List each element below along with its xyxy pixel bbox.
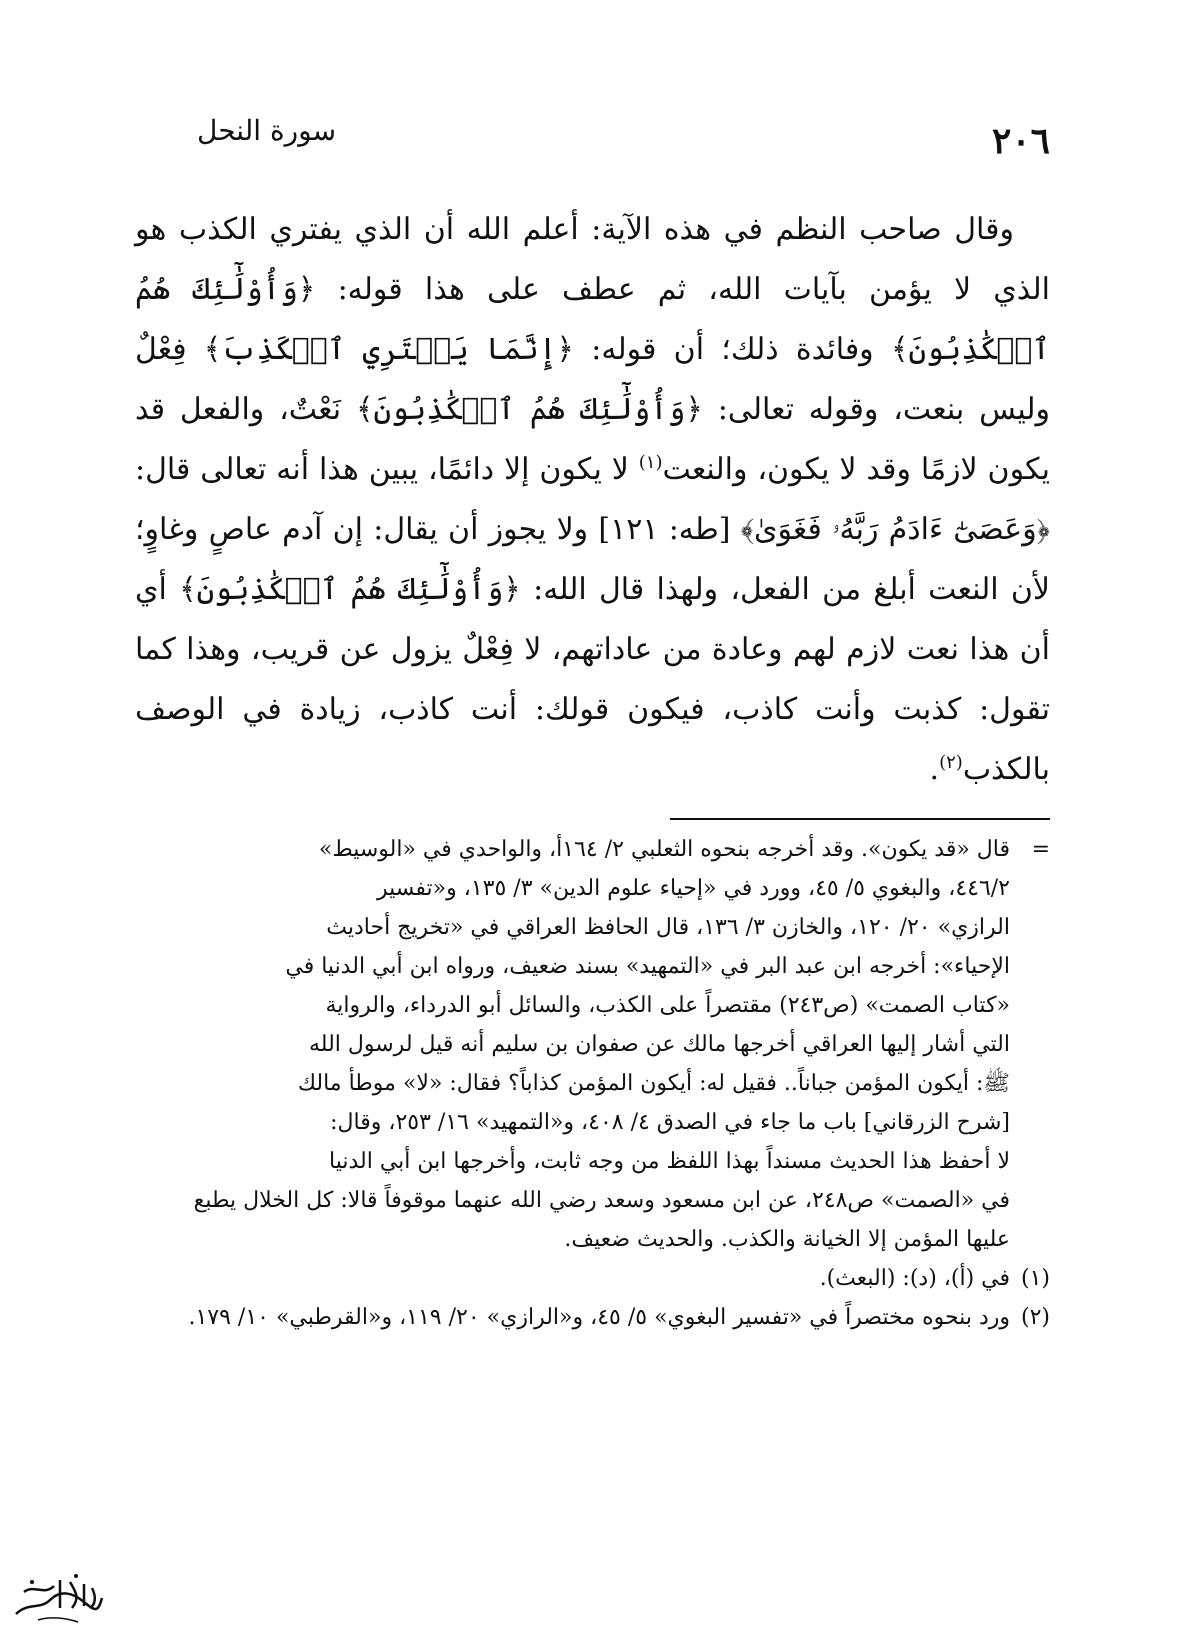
- text-segment: نَعْتٌ، والفعل قد يكون لازمًا وقد لا يكون، والنعت: [135, 392, 1050, 487]
- quran-verse: ﴿وَعَصَىٰٓ ءَادَمُ رَبَّهُۥ فَغَوَىٰ﴾: [740, 512, 1050, 547]
- footnote-continuation: [135, 830, 1050, 1259]
- footnote-line: الإحياء»: أخرجه ابن عبد البر في «التمهيد» بسند ضعيف، ورواه ابن أبي الدنيا في: [285, 954, 1010, 979]
- text-segment: .: [929, 752, 940, 787]
- footnote-1-text: في (أ)، (د): (البعث).: [819, 1266, 1010, 1291]
- text-segment: [طه: ١٢١] ولا يجوز أن يقال: إن آدم عاصٍ وغاوٍ؛ لأن النعت أبلغ من الفعل، ولهذا قال الله:: [135, 512, 1051, 607]
- quran-verse: ﴿وَأُوْلَٰٓئِكَ هُمُ ٱلۡكَٰذِبُونَ﴾: [179, 572, 521, 607]
- quran-verse: ﴿وَأُوْلَٰٓئِكَ هُمُ ٱلۡكَٰذِبُونَ﴾: [135, 272, 1050, 367]
- footnote-ref-2[interactable]: (٢): [939, 752, 963, 773]
- continuation-mark: =: [1031, 837, 1050, 862]
- publisher-logo: [10, 1562, 105, 1632]
- footnote-2-text: ورد بنحوه مختصراً في «تفسير البغوي» ٥/ ٤٥، و«الرازي» ٢٠/ ١١٩، و«القرطبي» ١٠/ ١٧٩.: [188, 1305, 1010, 1330]
- footnote-1-mark: (١): [1020, 1266, 1050, 1291]
- quran-verse: ﴿إِنَّمَا يَفۡتَرِي ٱلۡكَذِبَ﴾: [203, 332, 574, 367]
- main-paragraph: [135, 200, 1050, 800]
- page-header: [135, 108, 1050, 168]
- text-segment: أي أن هذا نعت لازم لهم وعادة من عاداتهم، لا فِعْلٌ يزول عن قريب، وهذا كما تقول: كذبت وأنت كاذب، فيكون قولك: أنت كاذب، زيادة في الوصف بالكذب: [135, 572, 1050, 787]
- footnote-line: [شرح الزرقاني] باب ما جاء في الصدق ٤/ ٤٠٨، و«التمهيد» ١٦/ ٢٥٣، وقال:: [330, 1110, 1010, 1135]
- footnote-line: «كتاب الصمت» (ص٢٤٣) مقتصراً على الكذب، والسائل أبو الدرداء، والرواية: [325, 993, 1010, 1018]
- footnote-divider: [670, 818, 1050, 820]
- footnotes: [135, 830, 1050, 1337]
- footnote-line: لا أحفظ هذا الحديث مسنداً بهذا اللفظ من وجه ثابت، وأخرجها ابن أبي الدنيا: [329, 1149, 1010, 1174]
- footnote-line: ٤٤٦/٢، والبغوي ٥/ ٤٥، وورد في «إحياء علوم الدين» ٣/ ١٣٥، و«تفسير: [377, 876, 1010, 901]
- footnote-continuation-text: [135, 830, 1010, 1259]
- footnote-line: قال «قد يكون». وقد أخرجه بنحوه الثعلبي ٢/ ١٦٤أ، والواحدي في «الوسيط»: [318, 837, 1010, 862]
- text-segment: وقال صاحب النظم في هذه الآية: أعلم الله أن الذي يفتري الكذب هو الذي لا يؤمن بآيات الله، ثم عطف على هذا قوله:: [135, 212, 1050, 307]
- footnote-2: [135, 1298, 1050, 1337]
- text-segment: فِعْلٌ وليس بنعت، وقوله تعالى:: [135, 332, 1050, 427]
- text-segment: لا يكون إلا دائمًا، يبين هذا أنه تعالى قال:: [135, 452, 639, 487]
- page-number: ٢٠٦: [991, 120, 1050, 162]
- footnote-line: ﷺ: أيكون المؤمن جباناً.. فقيل له: أيكون المؤمن كذاباً؟ فقال: «لا» موطأ مالك: [297, 1071, 1010, 1096]
- footnote-line: التي أشار إليها العراقي أخرجها مالك عن صفوان بن سليم أنه قيل لرسول الله: [309, 1032, 1010, 1057]
- footnote-ref-1[interactable]: (١): [638, 452, 663, 473]
- footnote-1: [135, 1259, 1050, 1298]
- footnote-2-mark: (٢): [1020, 1305, 1050, 1330]
- text-segment: وفائدة ذلك؛ أن قوله:: [574, 332, 891, 367]
- footnote-line: الرازي» ٢٠/ ١٢٠، والخازن ٣/ ١٣٦، قال الحافظ العراقي في «تخريج أحاديث: [326, 915, 1010, 940]
- footnote-line: في «الصمت» ص٢٤٨، عن ابن مسعود وسعد رضي الله عنهما موقوفاً قالا: كل الخلال يطبع: [193, 1188, 1010, 1213]
- surah-title: سورة النحل: [197, 114, 337, 147]
- footnote-line: عليها المؤمن إلا الخيانة والكذب. والحديث ضعيف.: [564, 1227, 1010, 1252]
- main-text: [135, 200, 1050, 800]
- quran-verse: ﴿وَأُوْلَٰٓئِكَ هُمُ ٱلۡكَٰذِبُونَ﴾: [355, 392, 703, 427]
